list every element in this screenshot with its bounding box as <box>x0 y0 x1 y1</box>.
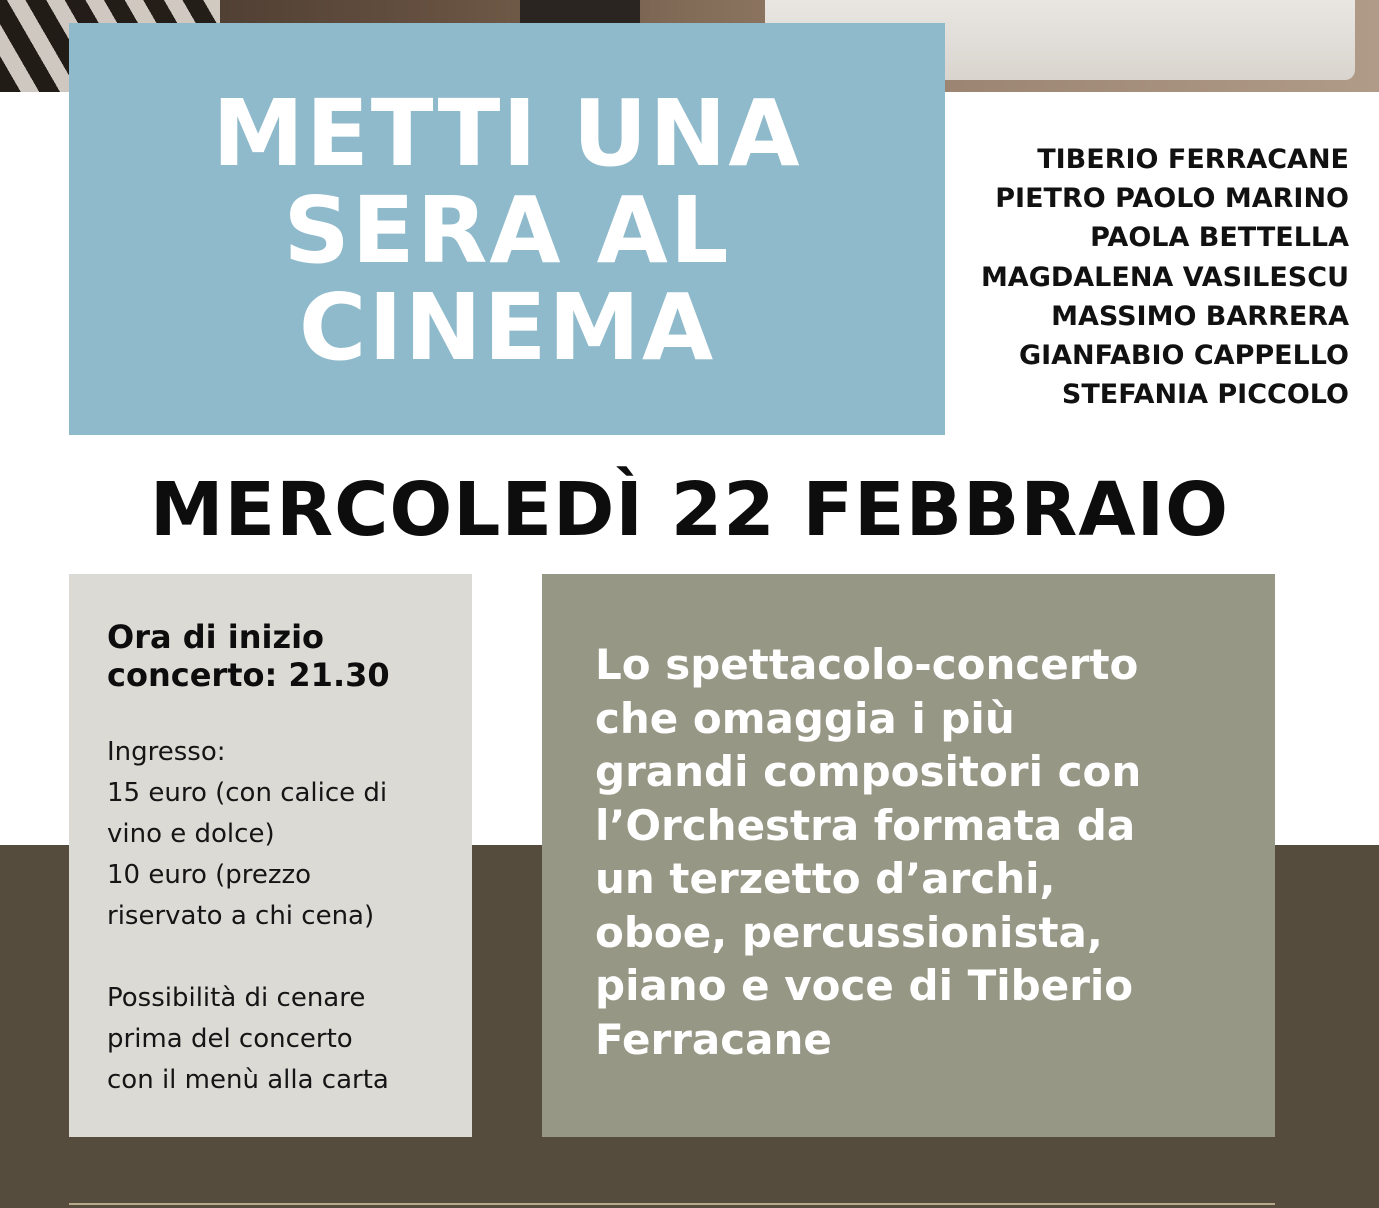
title-line: CINEMA <box>298 274 716 381</box>
description-line: l’Orchestra formata da <box>595 800 1136 850</box>
start-time-heading <box>107 618 452 694</box>
ticket-line: 15 euro (con calice di <box>107 778 388 808</box>
description-line: Lo spettacolo-concerto <box>595 640 1139 689</box>
performer-name: PAOLA BETTELLA <box>1090 222 1349 254</box>
performer-name: MAGDALENA VASILESCU <box>980 261 1349 293</box>
performer-name: TIBERIO FERRACANE <box>1037 144 1349 175</box>
performer-name: GIANFABIO CAPPELLO <box>1018 340 1349 372</box>
description-line: Ferracane <box>595 1014 832 1064</box>
spacer <box>107 937 452 978</box>
description-line: che omaggia i più <box>595 693 1015 743</box>
ticket-line: Ingresso: <box>107 737 226 767</box>
description-line: un terzetto d’archi, <box>595 854 1056 903</box>
dinner-line: con il menù alla carta <box>107 1065 389 1095</box>
description-line: oboe, percussionista, <box>595 907 1103 957</box>
title-line: METTI UNA <box>212 80 802 187</box>
event-date: MERCOLEDÌ 22 FEBBRAIO <box>149 467 1230 553</box>
title-line: SERA AL <box>283 177 731 284</box>
event-description <box>595 638 1245 1066</box>
description-line: grandi compositori con <box>595 747 1142 796</box>
dinner-line: Possibilità di cenare <box>107 983 366 1013</box>
performer-name: STEFANIA PICCOLO <box>1061 379 1349 411</box>
performer-name: PIETRO PAOLO MARINO <box>995 183 1349 215</box>
info-panel <box>69 574 472 1137</box>
start-time-line: Ora di inizio <box>107 618 325 656</box>
ticket-info <box>107 732 452 1101</box>
ticket-line: 10 euro (prezzo <box>107 860 312 890</box>
title-box <box>69 23 945 435</box>
ticket-line: riservato a chi cena) <box>107 901 375 931</box>
performers-list <box>981 140 1349 414</box>
event-title <box>69 80 945 381</box>
footer-divider <box>69 1203 1275 1205</box>
description-panel <box>542 574 1275 1137</box>
ticket-line: vino e dolce) <box>107 819 275 849</box>
start-time-line: concerto: 21.30 <box>107 656 390 694</box>
description-line: piano e voce di Tiberio <box>595 961 1134 1010</box>
dinner-line: prima del concerto <box>107 1024 353 1054</box>
performer-name: MASSIMO BARRERA <box>1051 300 1349 332</box>
